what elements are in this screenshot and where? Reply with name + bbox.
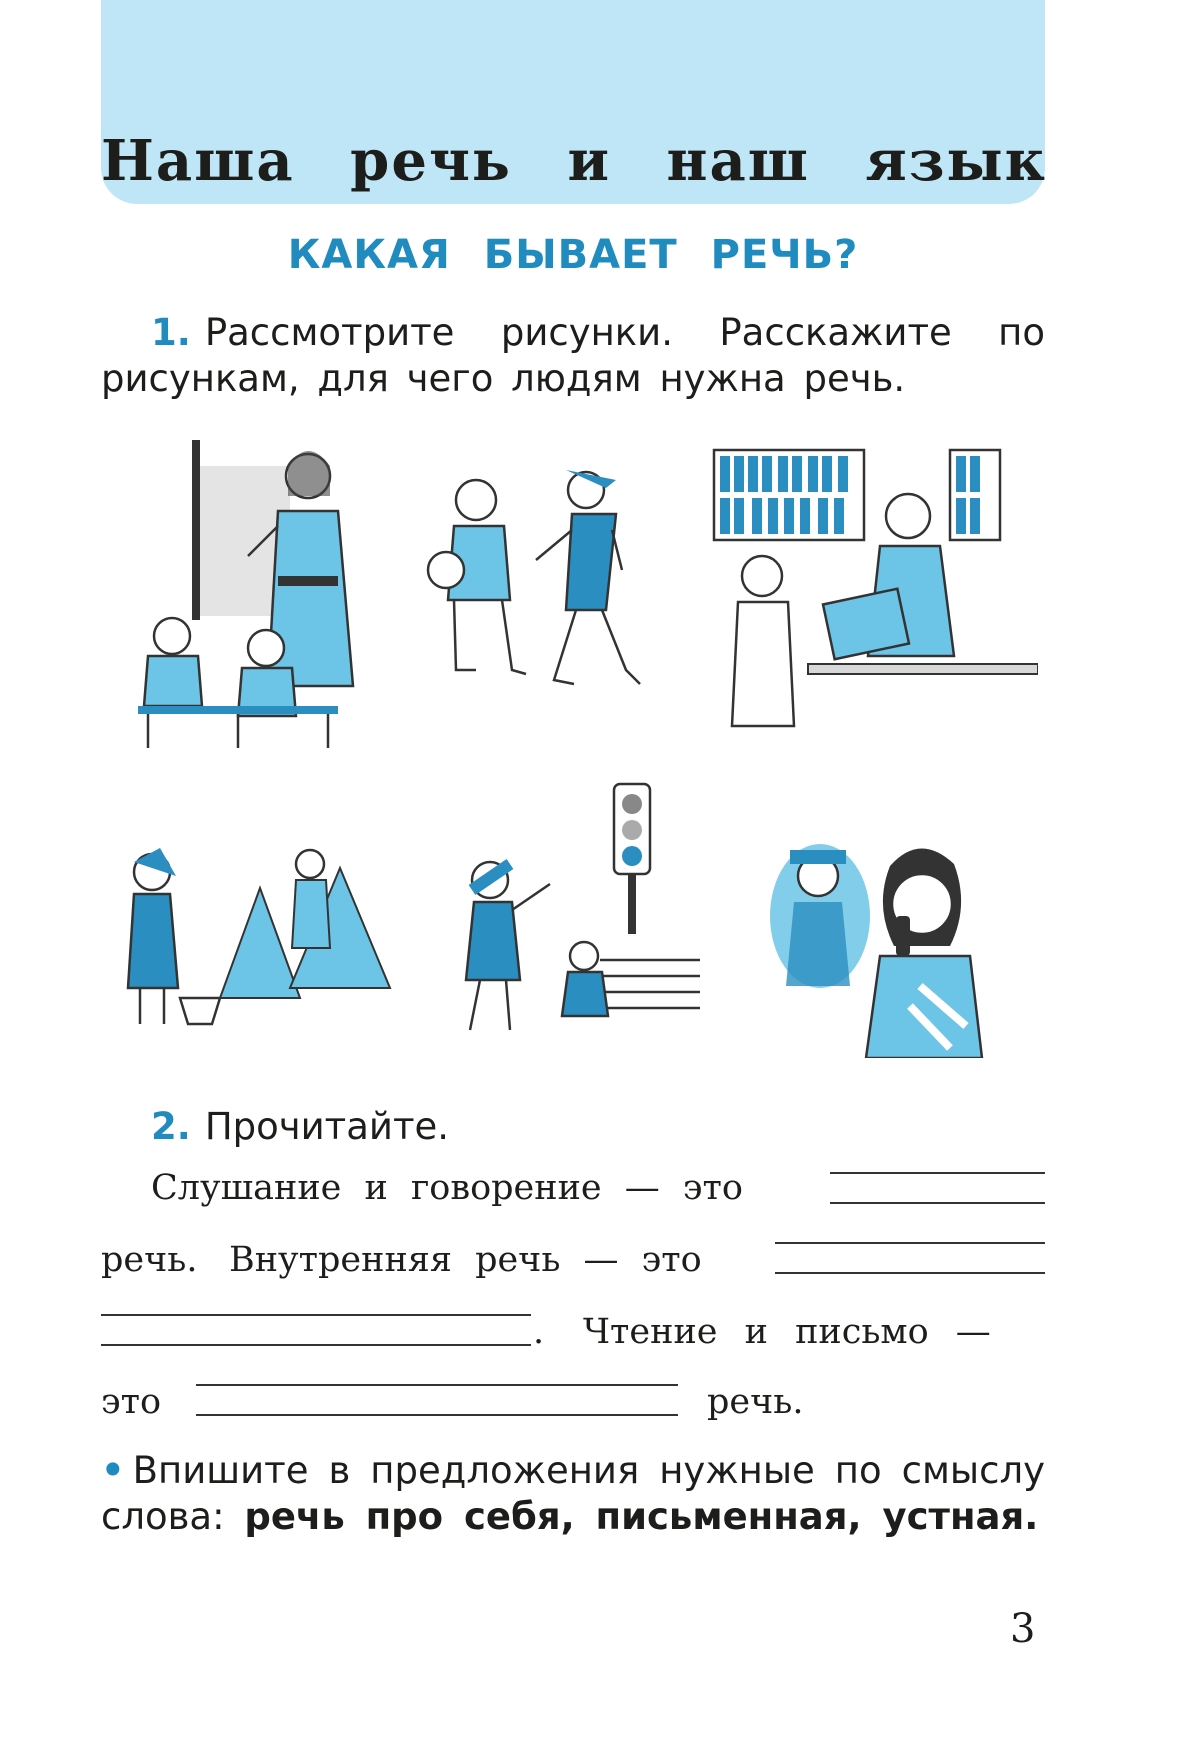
illustration-traffic-light [450, 780, 704, 1052]
illustration-phone-call [770, 836, 992, 1058]
bullet-task [101, 1448, 1045, 1540]
task-1-number: 1. [151, 311, 191, 354]
task-1-text: Рассмотрите рисунки. Расскажите по рисункам, для чего людям нужна речь. [101, 311, 1045, 400]
blank-2b[interactable] [775, 1272, 1045, 1274]
bullet-task-words: речь про себя, письменная, устная. [244, 1495, 1039, 1538]
chapter-title: Наша речь и наш язык [101, 128, 1048, 194]
illustration-library [708, 446, 1038, 730]
task-1 [101, 310, 1045, 402]
fill-line-2-text: Внутренняя речь — это [229, 1240, 702, 1280]
blank-4b[interactable] [196, 1414, 678, 1416]
task-2-instruction: Прочитайте. [204, 1105, 450, 1148]
fill-line-3-text: Чтение и письмо — [583, 1312, 991, 1352]
bullet-icon: • [101, 1449, 125, 1492]
illustration-classroom [138, 436, 366, 752]
task-2-number: 2. [151, 1105, 191, 1148]
blank-4a[interactable] [196, 1384, 678, 1386]
fill-line-4-start: это [101, 1382, 162, 1422]
blank-1b[interactable] [830, 1202, 1045, 1204]
illustration-forest [100, 848, 396, 1032]
bullet-task-text: Впишите в предложения нужные по смыслу слова: [101, 1449, 1045, 1538]
fill-line-3 [101, 1308, 1045, 1358]
blank-1a[interactable] [830, 1172, 1045, 1174]
page-number: 3 [1010, 1606, 1036, 1652]
task-2-header [151, 1104, 1095, 1150]
section-title: КАКАЯ БЫВАЕТ РЕЧЬ? [287, 232, 859, 278]
fill-line-3-dot: . [533, 1312, 545, 1352]
blank-2a[interactable] [775, 1242, 1045, 1244]
illustration-boys-with-ball [426, 470, 652, 702]
fill-line-1-text: Слушание и говорение — это [151, 1168, 743, 1208]
fill-line-2-start: речь. [101, 1240, 198, 1280]
fill-line-4-end: речь. [707, 1382, 804, 1422]
